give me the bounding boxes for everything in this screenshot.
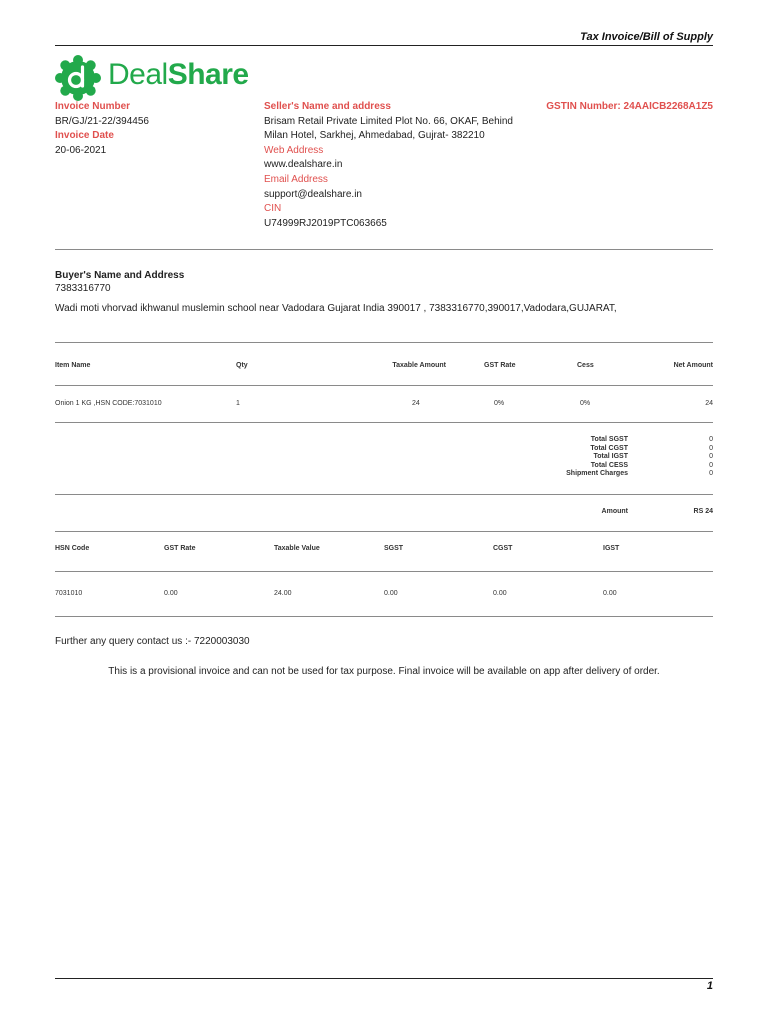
page-number: 1 <box>706 980 713 992</box>
hsn-row-divider <box>55 616 713 617</box>
hsn-sgst-cell: 0.00 <box>384 590 398 597</box>
logo-wordmark <box>108 58 249 92</box>
footer-divider <box>55 978 713 979</box>
amount-label: Amount <box>601 508 628 515</box>
logo-text-regular: Deal <box>108 58 168 91</box>
dealshare-logo-icon <box>55 55 101 101</box>
col-item-name: Item Name <box>55 362 91 369</box>
web-address-label: Web Address <box>264 145 324 156</box>
total-cgst-value: 0 <box>709 444 713 452</box>
seller-label: Seller's Name and address <box>264 101 391 112</box>
col-qty: Qty <box>236 362 248 369</box>
buyer-label: Buyer's Name and Address <box>55 270 185 281</box>
col-igst: IGST <box>603 545 620 552</box>
total-cgst-label: Total CGST <box>590 444 628 452</box>
total-igst-value: 0 <box>709 453 713 461</box>
cin-value: U74999RJ2019PTC063665 <box>264 218 387 229</box>
total-cess-value: 0 <box>709 461 713 469</box>
hsn-header-divider <box>55 571 713 572</box>
total-sgst-value: 0 <box>709 436 713 443</box>
seller-address-line1: Brisam Retail Private Limited Plot No. 66, OKAF, Behind <box>264 116 513 127</box>
item-name-cell: Onion 1 KG ,HSN CODE:7031010 <box>55 400 162 407</box>
col-taxable-amount: Taxable Amount <box>392 362 446 369</box>
item-cess-cell: 0% <box>580 400 591 407</box>
total-cess-label: Total CESS <box>590 461 628 469</box>
items-header-divider <box>55 385 713 386</box>
amount-divider <box>55 531 713 532</box>
cin-label: CIN <box>264 203 282 214</box>
totals-labels <box>480 436 628 479</box>
col-taxable-value: Taxable Value <box>274 545 320 552</box>
web-address: www.dealshare.in <box>264 159 343 170</box>
total-igst-label: Total IGST <box>593 453 628 461</box>
item-net-amount-cell: 24 <box>705 400 713 407</box>
buyer-divider <box>55 342 713 343</box>
provisional-disclaimer: This is a provisional invoice and can not be used for tax purpose. Final invoice will be available on app after delivery of order. <box>108 666 660 677</box>
totals-divider <box>55 494 713 495</box>
logo-text-bold: Share <box>167 58 249 91</box>
email-address: support@dealshare.in <box>264 189 362 200</box>
document-title: Tax Invoice/Bill of Supply <box>580 31 713 43</box>
hsn-gst-rate-cell: 0.00 <box>164 590 178 597</box>
item-taxable-cell: 24 <box>412 400 420 407</box>
invoice-number: BR/GJ/21-22/394456 <box>55 116 149 127</box>
item-gst-rate-cell: 0% <box>494 400 505 407</box>
col-hsn-code: HSN Code <box>55 545 90 552</box>
seller-divider <box>55 249 713 250</box>
col-hsn-gst-rate: GST Rate <box>164 545 196 552</box>
email-address-label: Email Address <box>264 174 328 185</box>
buyer-address: Wadi moti vhorvad ikhwanul muslemin school near Vadodara Gujarat India 390017 , 7383316770,390017,Vadodara,GUJARAT, <box>55 303 617 314</box>
col-sgst: SGST <box>384 545 404 552</box>
invoice-date: 20-06-2021 <box>55 145 107 156</box>
contact-note: Further any query contact us :- 7220003030 <box>55 636 250 647</box>
hsn-code-cell: 7031010 <box>55 590 83 597</box>
seller-address-line2: Milan Hotel, Sarkhej, Ahmedabad, Gujrat- 382210 <box>264 130 485 141</box>
hsn-cgst-cell: 0.00 <box>493 590 507 597</box>
invoice-date-label: Invoice Date <box>55 130 114 141</box>
shipment-charges-value: 0 <box>709 470 713 478</box>
gstin-number: GSTIN Number: 24AAICB2268A1Z5 <box>546 101 713 112</box>
col-gst-rate: GST Rate <box>484 362 516 369</box>
totals-values <box>680 436 713 479</box>
shipment-charges-label: Shipment Charges <box>566 470 628 478</box>
buyer-phone: 7383316770 <box>55 283 111 294</box>
hsn-igst-cell: 0.00 <box>603 590 617 597</box>
item-qty-cell: 1 <box>236 400 240 407</box>
col-cess: Cess <box>577 362 594 369</box>
hsn-taxable-value-cell: 24.00 <box>274 590 292 597</box>
total-sgst-label: Total SGST <box>590 436 628 443</box>
amount-value: RS 24 <box>693 508 713 515</box>
col-net-amount: Net Amount <box>673 362 713 369</box>
invoice-number-label: Invoice Number <box>55 101 131 112</box>
header-divider <box>55 45 713 46</box>
items-row-divider <box>55 422 713 423</box>
col-cgst: CGST <box>493 545 513 552</box>
